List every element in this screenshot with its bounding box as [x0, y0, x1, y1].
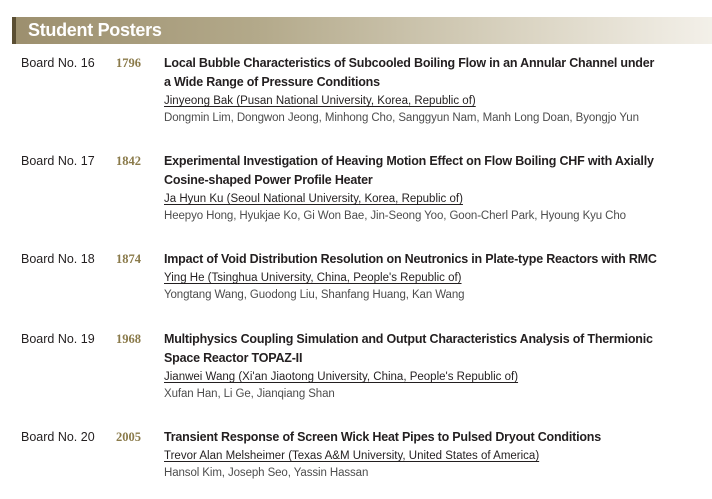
board-number: Board No. 16: [21, 56, 95, 70]
presenter: Trevor Alan Melsheimer (Texas A&M University, United States of America): [164, 450, 540, 462]
poster-content: [164, 428, 704, 482]
section-header-accent: [12, 17, 16, 44]
poster-title-line: Local Bubble Characteristics of Subcooled Boiling Flow in an Annular Channel under: [164, 56, 655, 70]
section-title: Student Posters: [28, 20, 162, 40]
paper-number: 1968: [116, 332, 141, 346]
poster-title-line: a Wide Range of Pressure Conditions: [164, 75, 380, 89]
coauthors: Xufan Han, Li Ge, Jianqiang Shan: [164, 388, 335, 400]
presenter: Jinyeong Bak (Pusan National University, Korea, Republic of): [164, 95, 476, 107]
poster-content: [164, 250, 704, 304]
board-number: Board No. 19: [21, 332, 95, 346]
poster-content: [164, 152, 704, 225]
poster-title-line: Transient Response of Screen Wick Heat Pipes to Pulsed Dryout Conditions: [164, 430, 601, 444]
poster-title-line: Impact of Void Distribution Resolution on Neutronics in Plate-type Reactors with RMC: [164, 252, 657, 266]
poster-title-line: Cosine-shaped Power Profile Heater: [164, 173, 373, 187]
presenter: Jianwei Wang (Xi'an Jiaotong University, China, People's Republic of): [164, 371, 519, 383]
coauthors: Yongtang Wang, Guodong Liu, Shanfang Huang, Kan Wang: [164, 289, 465, 301]
board-number: Board No. 20: [21, 430, 95, 444]
presenter: Ja Hyun Ku (Seoul National University, Korea, Republic of): [164, 193, 463, 205]
paper-number: 1874: [116, 252, 141, 266]
coauthors: Hansol Kim, Joseph Seo, Yassin Hassan: [164, 467, 369, 479]
poster-content: [164, 330, 704, 403]
presenter: Ying He (Tsinghua University, China, People's Republic of): [164, 272, 462, 284]
board-number: Board No. 18: [21, 252, 95, 266]
paper-number: 1796: [116, 56, 141, 70]
coauthors: Dongmin Lim, Dongwon Jeong, Minhong Cho, Sanggyun Nam, Manh Long Doan, Byongjo Yun: [164, 112, 639, 124]
board-number: Board No. 17: [21, 154, 95, 168]
poster-title-line: Experimental Investigation of Heaving Motion Effect on Flow Boiling CHF with Axially: [164, 154, 654, 168]
poster-title-line: Multiphysics Coupling Simulation and Output Characteristics Analysis of Thermionic: [164, 332, 653, 346]
coauthors: Heepyo Hong, Hyukjae Ko, Gi Won Bae, Jin-Seong Yoo, Goon-Cherl Park, Hyoung Kyu Cho: [164, 210, 626, 222]
paper-number: 2005: [116, 430, 141, 444]
poster-title-line: Space Reactor TOPAZ-II: [164, 351, 303, 365]
paper-number: 1842: [116, 154, 141, 168]
poster-content: [164, 54, 704, 127]
